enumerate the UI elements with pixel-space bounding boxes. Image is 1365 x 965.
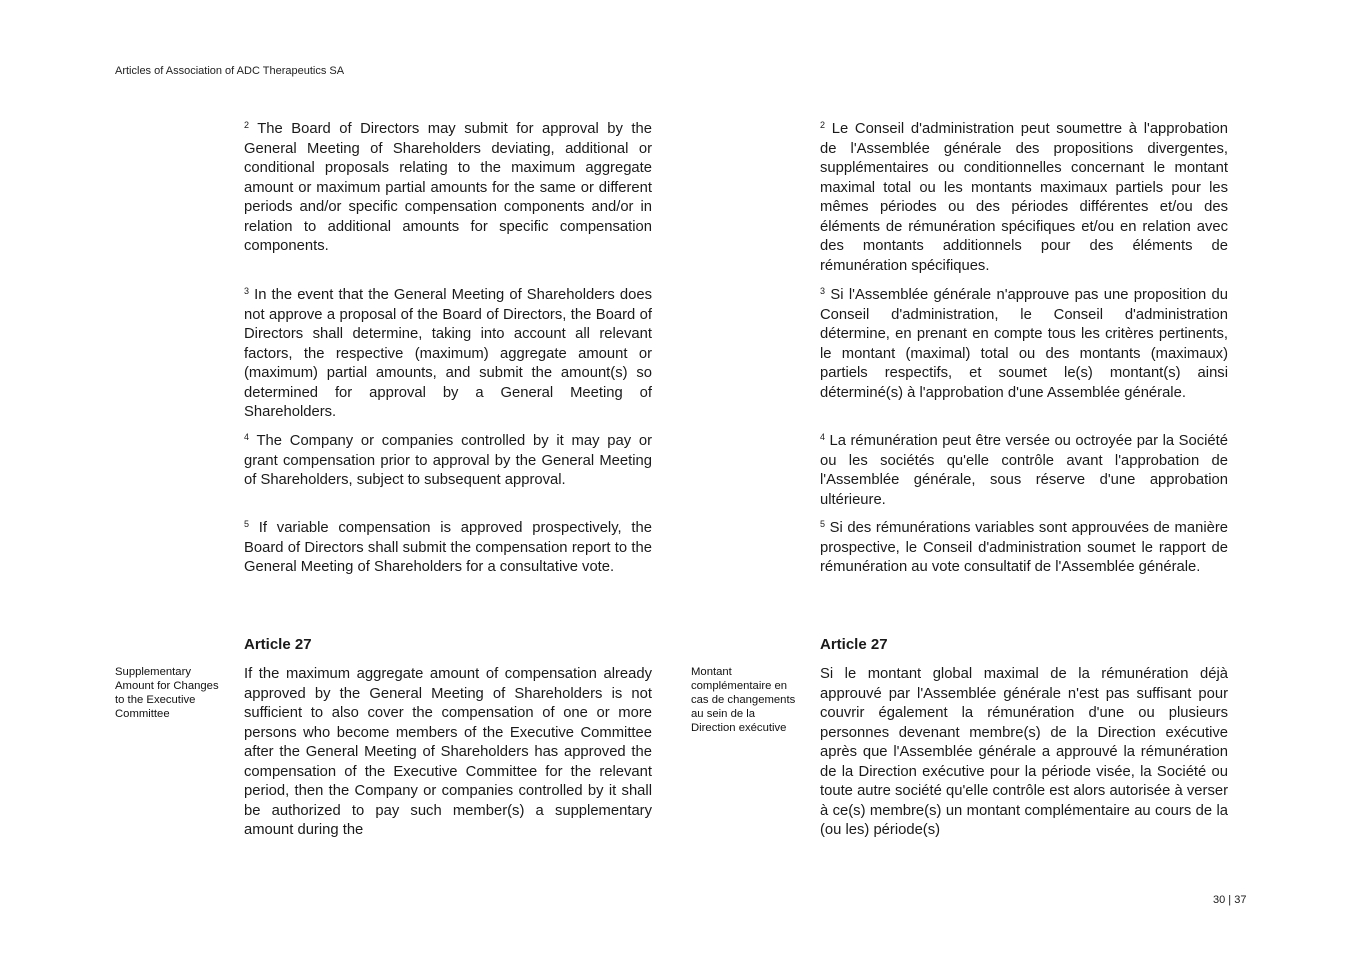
paragraph-number: 3 xyxy=(244,286,250,296)
fr-paragraph-3 xyxy=(820,286,1228,403)
fr-paragraph-2 xyxy=(820,120,1228,276)
paragraph-text: If variable compensation is approved prospectively, the Board of Directors shall submit the compensation report to the General Meeting of Shareholders for a consultative vote. xyxy=(244,520,652,575)
fr-paragraph-4 xyxy=(820,432,1228,510)
paragraph-number: 2 xyxy=(820,120,826,130)
en-article-heading: Article 27 xyxy=(244,636,312,653)
en-margin-note: Supplementary Amount for Changes to the Executive Committee xyxy=(115,666,219,720)
paragraph-number: 3 xyxy=(820,286,826,296)
paragraph-text: Le Conseil d'administration peut soumettre à l'approbation de l'Assemblée générale des propositions divergentes, supplémentaires ou conditionnelles concernant le montant maximal total ou les montants maximaux partiels pour les mêmes périodes ou des périodes différentes et/ou des éléments de rémunération spécifiques et/ou en relation avec des montants additionnels pour des éléments de rémunération spécifiques. xyxy=(820,121,1228,274)
paragraph-text: Si des rémunérations variables sont approuvées de manière prospective, le Conseil d'administration soumet le rapport de rémunération au vote consultatif de l'Assemblée générale. xyxy=(820,520,1228,575)
paragraph-number: 5 xyxy=(820,519,826,529)
en-paragraph-5 xyxy=(244,519,652,578)
en-paragraph-2 xyxy=(244,120,652,257)
page-number: 30 | 37 xyxy=(1213,894,1247,906)
en-paragraph-3 xyxy=(244,286,652,423)
fr-article-text: Si le montant global maximal de la rémunération déjà approuvé par l'Assemblée générale n'est pas suffisant pour couvrir également la rémunération d'une ou plusieurs personnes devenant membre(s) de la Direction exécutive après que l'Assemblée générale a approuvé la rémunération de la Direction exécutive pour la période visée, la Société ou toute autre société qu'elle contrôle est alors autorisée à verser à ce(s) membre(s) un montant complémentaire au cours de la (ou les) période(s) xyxy=(820,666,1228,838)
paragraph-text: Si l'Assemblée générale n'approuve pas une proposition du Conseil d'administration, le Conseil d'administration détermine, en prenant en compte tous les critères pertinents, le montant (maximal) total ou des montants (maximaux) partiels respectifs, et soumet le(s) montant(s) ainsi déterminé(s) à l'approbation d'une Assemblée générale. xyxy=(820,287,1228,401)
fr-article-heading: Article 27 xyxy=(820,636,888,653)
paragraph-number: 2 xyxy=(244,120,250,130)
paragraph-text: La rémunération peut être versée ou octroyée par la Société ou les sociétés qu'elle contrôle avant l'approbation de l'Assemblée générale, sous réserve d'une approbation ultérieure. xyxy=(820,433,1228,508)
running-header: Articles of Association of ADC Therapeutics SA xyxy=(115,65,345,77)
paragraph-number: 4 xyxy=(244,432,250,442)
en-article-text: If the maximum aggregate amount of compensation already approved by the General Meeting of Shareholders is not sufficient to also cover the compensation of one or more persons who become members of the Executive Committee after the General Meeting of Shareholders has approved the compensation of the Executive Committee for the relevant period, then the Company or companies controlled by it shall be authorized to pay such member(s) a supplementary amount during the xyxy=(244,666,652,838)
paragraph-text: The Board of Directors may submit for approval by the General Meeting of Shareholders deviating, additional or conditional proposals relating to the maximum aggregate amount or maximum partial amounts for the same or different periods and/or specific compensation components and/or in relation to additional amounts for specific compensation components. xyxy=(244,121,653,254)
paragraph-text: In the event that the General Meeting of Shareholders does not approve a proposal of the Board of Directors, the Board of Directors shall determine, taking into account all relevant factors, the respective (maximum) aggregate amount or (maximum) partial amounts, and submit the amount(s) so determined for approval by a General Meeting of Shareholders. xyxy=(244,287,652,420)
en-paragraph-4 xyxy=(244,432,652,491)
paragraph-number: 5 xyxy=(244,519,250,529)
fr-margin-note: Montant complémentaire en cas de changements au sein de la Direction exécutive xyxy=(691,666,796,734)
paragraph-number: 4 xyxy=(820,432,826,442)
paragraph-text: The Company or companies controlled by it may pay or grant compensation prior to approval by the General Meeting of Shareholders, subject to subsequent approval. xyxy=(244,433,652,488)
fr-paragraph-5 xyxy=(820,519,1228,578)
